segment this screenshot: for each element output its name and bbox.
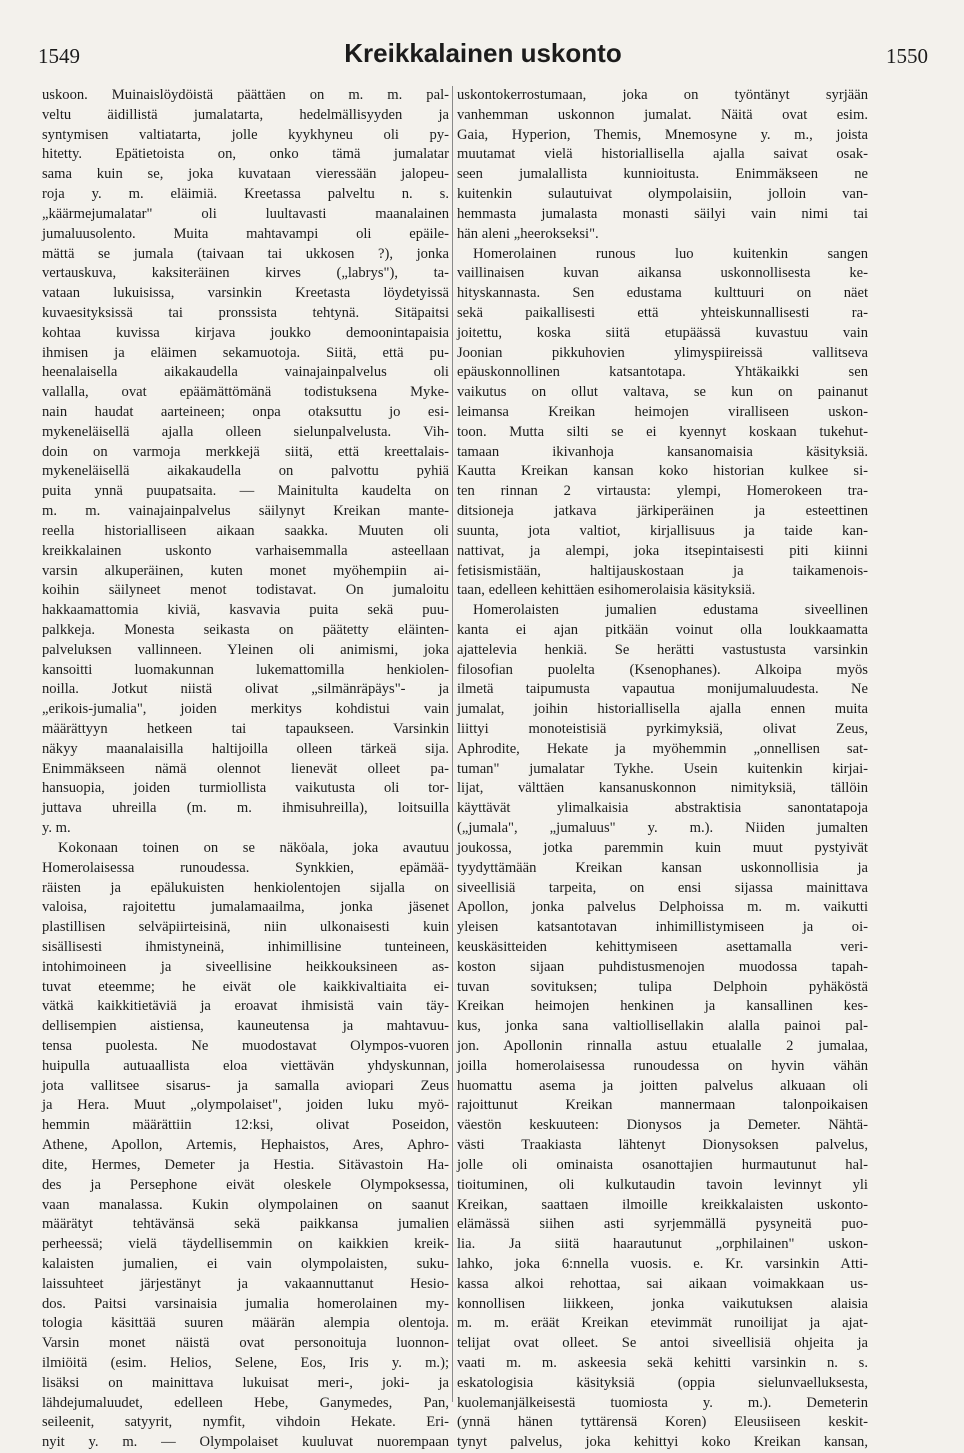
text-line: puita ynnä puupatsaita. — Mainitulta kaudelta on: [42, 483, 449, 500]
text-line: Athene, Apollon, Artemis, Hephaistos, Ares, Aphro-: [42, 1137, 449, 1154]
text-line: ilmetä taipumusta vapautua monijumaluudesta. Ne: [457, 681, 868, 698]
text-line: vertauskuva, kaksiteräinen kirves („labrys"), ta-: [42, 265, 449, 282]
text-line: tioituminen, oli kulkutaudin tavoin levinnyt yli: [457, 1176, 868, 1193]
text-line: y. m.: [42, 820, 71, 837]
page-number-right: 1550: [886, 44, 928, 68]
text-line: näkyy maanalaisilla haltijoilla olleen tärkeä sija.: [42, 740, 449, 757]
text-line: Varsin monet näistä ovat personoituja luonnon-: [42, 1335, 449, 1352]
text-line: Aphrodite, Hekate ja myöhemmin „onnellisen sat-: [457, 740, 868, 757]
text-line: des ja Persephone eivät oleskele Olympoksessa,: [42, 1176, 449, 1193]
text-line: elämässä siihen asti syrjemmällä pysyneitä puo-: [457, 1216, 868, 1233]
text-line: leimansa Kreikan heimojen viralliseen uskon-: [457, 404, 868, 420]
text-line: Apollon, jonka palvelus Delphoissa m. m. vaikutti: [457, 899, 868, 916]
article-title: Kreikkalainen uskonto: [344, 38, 622, 68]
text-line: vataan lukuisissa, varsinkin Kreetasta löydetyissä: [42, 285, 449, 302]
text-line: dite, Hermes, Demeter ja Hestia. Sitävastoin Ha-: [42, 1156, 449, 1173]
text-line: ditsioneja jatkava järkiperäinen ja esteettinen: [457, 503, 868, 520]
text-line: uskontokerrostumaan, joka on työntänyt syrjään: [457, 87, 868, 103]
right-text-column: [457, 86, 868, 1451]
text-line: varsin alkuperäinen, kuten monet myöhempiin ai-: [42, 562, 449, 579]
text-line: Gaia, Hyperion, Themis, Mnemosyne y. m., joista: [457, 126, 868, 143]
text-line: sisällisesti ihmistyneinä, inhimillisine tunteineen,: [42, 938, 449, 955]
text-line: ilmiöitä (esim. Helios, Selene, Eos, Iris y. m.);: [42, 1355, 449, 1371]
text-line: liittyi monoteistisiä pyrkimyksiä, olivat Zeus,: [457, 721, 868, 737]
column-divider: [452, 86, 453, 1402]
text-line: nain haudat aarteineen; onpa otaksuttu jo esi-: [42, 404, 449, 420]
text-line: kansoitti luomakunnan lukemattomilla henkiolen-: [42, 661, 449, 678]
text-line: Kautta Kreikan kansan koko historian kulkee si-: [457, 463, 868, 480]
text-line: mykeneläisellä ajalla olleen sielunpalvelusta. Vih-: [42, 423, 449, 440]
text-line: kanta ei ajan pitkään voinut olla loukkaamatta: [457, 621, 868, 638]
text-line: keuskäsitteiden kehittymiseen asettamalla veri-: [457, 938, 868, 955]
text-line: intohimoineen ja siveellisine heikkouksineen as-: [42, 958, 449, 975]
text-line: suunta, jota valtiot, kirjallisuus ja taide kan-: [457, 522, 868, 539]
text-line: „erikois-jumalia", joiden merkitys kohdistui vain: [42, 701, 449, 718]
text-line: kassa alkoi rehottaa, sai aikaan voimakkaan us-: [457, 1275, 868, 1292]
text-line: huomattu asema ja joitten palvelus alkuaan oli: [457, 1077, 868, 1094]
text-line: (ynnä hänen tyttärensä Koren) Eleusiiseen keskit-: [457, 1414, 868, 1431]
text-line: mykeneläisellä aikakaudella on palvottu pyhiä: [42, 463, 449, 480]
text-line: seen jumalallista kunnioitusta. Enimmäkseen ne: [457, 166, 868, 183]
text-line: heenalaisella aikakaudella vainajainpalvelus oli: [42, 364, 449, 381]
text-line: filosofian puolelta (Ksenophanes). Alkoipa myös: [457, 661, 868, 678]
text-line: siveellisiä tarpeita, on ensi sijassa mainittava: [457, 879, 868, 896]
text-line: Homerolainen runous luo kuitenkin sangen: [473, 245, 868, 262]
text-line: huipulla autuaallista eloa viettävän yhdyskunnan,: [42, 1057, 449, 1074]
text-line: vaikutus on ollut valtava, se kun on painanut: [457, 384, 868, 401]
text-line: palkkeja. Monesta seikasta on päätetty eläinten-: [42, 621, 449, 638]
text-line: yleisen katsantotavan inhimillistymiseen ja oi-: [457, 919, 868, 936]
text-line: hemmasta jumalasta monasti säilyi vain nimi tai: [457, 205, 868, 222]
text-line: hansuopia, joiden turmiollista vaikutusta oli tor-: [42, 780, 449, 797]
text-line: tyydyttämään Kreikan kansan uskonnollisia ja: [457, 859, 868, 876]
text-line: seileenit, satyyrit, nymfit, vihdoin Hekate. Eri-: [42, 1414, 449, 1431]
text-line: väestön keskuuteen: Dionysos ja Demeter. Nähtä-: [457, 1117, 868, 1134]
left-text-column: [42, 86, 449, 1451]
text-line: kuvaesityksissä tai pronssista tehtynä. Sitäpaitsi: [42, 304, 449, 321]
text-line: hitetty. Epätietoista on, onko tämä jumalatar: [42, 146, 449, 163]
text-line: doin on varmoja merkkejä siitä, että kreettalais-: [42, 443, 449, 460]
text-line: lia. Ja siitä haarautunut „orphilainen" uskon-: [457, 1236, 868, 1253]
text-line: konnollisen liikkeen, jonka vaikutuksen alaisia: [457, 1295, 868, 1312]
text-line: tensa puolesta. Ne muodostavat Olympos-vuoren: [42, 1038, 449, 1054]
text-line: sekä paikallisesti että yhteiskunnallisesti ra-: [457, 304, 868, 321]
text-line: jumaluusolento. Muita mahtavampi oli epäile-: [42, 225, 449, 242]
text-line: ajattelevia henkiä. Se herätti vastustusta varsinkin: [457, 641, 868, 658]
text-line: tynyt palvelus, joka kehittyi koko Kreikan kansan,: [457, 1434, 868, 1451]
text-line: vallalla, ovat epäämättömänä todistuksena Myke-: [42, 384, 449, 401]
text-line: kuitenkin sulautuivat olympolaisiin, jolloin van-: [457, 186, 868, 203]
text-line: tuman" jumalatar Tykhe. Usein kuitenkin kirjai-: [457, 760, 868, 777]
text-line: hityskannasta. Sen edustama kulttuuri on näet: [457, 285, 868, 302]
text-line: ihmisen ja eläimen sekamuotoja. Siitä, että pu-: [42, 344, 449, 361]
text-line: Homerolaisessa runoudessa. Synkkien, epämää-: [42, 859, 449, 876]
text-line: kalaisten jumalien, ei vain olympolaisten, suku-: [42, 1255, 449, 1272]
text-line: uskoon. Muinaislöydöistä päättäen on m. m. pal-: [42, 87, 449, 103]
text-line: hän aleni „heerokseksi".: [457, 225, 599, 242]
text-line: jon. Apollonin rinnalla astuu etualalle 2 jumalaa,: [457, 1038, 868, 1054]
text-line: („jumala", „jumaluus" y. m.). Niiden jumalten: [457, 820, 868, 837]
text-line: reella historialliseen aikaan saakka. Muuten oli: [42, 522, 449, 539]
text-line: eskatologisia käsityksiä (oppia sielunvaelluksesta,: [457, 1374, 868, 1391]
text-line: jolle oli ominaista osanottajien hurmautunut hal-: [457, 1156, 868, 1173]
text-line: „käärmejumalatar" oli luultavasti maanalainen: [42, 205, 449, 222]
text-line: veltu äidillistä jumalatarta, hedelmällisyyden ja: [42, 106, 449, 123]
text-line: kreikkalainen uskonto varhaisemmalla asteellaan: [42, 542, 449, 559]
text-line: taan, edelleen kehittäen esihomerolaisia käsityksiä.: [457, 582, 756, 599]
text-line: laissuhteet järjestänyt ja vakaannuttanut Hesio-: [42, 1275, 449, 1292]
text-line: tuvat eteemme; he eivät ole kaikkivaltiaita ei-: [42, 978, 449, 995]
text-line: perheessä; vielä täydellisemmin on kaikkien kreik-: [42, 1236, 449, 1253]
page-number-left: 1549: [38, 44, 80, 68]
text-line: kuolemanjälkeisestä tuomiosta y. m.). Demeterin: [457, 1394, 868, 1411]
text-line: Enimmäkseen nämä olennot lienevät olleet pa-: [42, 760, 449, 777]
text-line: tamaan ikivanhoja kansanomaisia käsityksiä.: [457, 443, 868, 460]
text-line: valoisa, rajoitettu jumalamaailma, jonka jäsenet: [42, 899, 449, 916]
text-line: Kreikan, saattaen ilmoille kreikkalaisten uskonto-: [457, 1196, 868, 1213]
text-line: telijat ovat olleet. Se antoi siveellisiä ohjeita ja: [457, 1335, 868, 1352]
text-line: ja Hera. Muut „olympolaiset", joiden luku myö-: [42, 1097, 449, 1114]
text-line: vaillinaisen kuvan aikansa uskonnollisesta ke-: [457, 265, 868, 282]
text-line: syntymisen valtiatarta, jolle kyykhyneu oli py-: [42, 126, 449, 143]
text-line: Homerolaisten jumalien edustama siveellinen: [473, 602, 868, 619]
text-line: mättä se jumala (taivaan tai ukkosen ?), jonka: [42, 245, 449, 262]
text-line: kus, jonka sana valtiollisellakin alalla painoi pal-: [457, 1018, 868, 1035]
text-line: käyttävät ylimalkaisia abstraktisia sanontatapoja: [457, 800, 868, 817]
text-line: kohtaa kuvissa kirjava joukko demoonintapaisia: [42, 324, 449, 341]
text-line: hakkaamattomia kiviä, kasvavia puita sekä puu-: [42, 602, 449, 619]
text-line: jumalat, joihin historiallisella ajalla ennen muita: [457, 701, 868, 718]
text-line: rajoittunut Kreikan mannermaan talonpoikaisen: [457, 1097, 868, 1114]
text-line: sama kuin se, joka kuvataan vieressään jalopeu-: [42, 166, 449, 183]
text-line: joukossa, jotka paremmin kuin muut pystyivät: [457, 839, 868, 856]
text-line: tuvan sovituksen; tulipa Delphoin pyhäköstä: [457, 978, 868, 995]
text-line: nyit y. m. — Olympolaiset kuuluvat nuorempaan: [42, 1434, 449, 1451]
text-line: vanhemman uskonnon jumalat. Näitä ovat esim.: [457, 106, 868, 123]
text-line: lijat, välttäen kansanuskonnon nimityksiä, tällöin: [457, 780, 868, 797]
text-line: nattivat, ja alempi, joka itsepintaisesti piti kiinni: [457, 542, 868, 559]
text-line: jota vallitsee sisarus- ja samalla aviopari Zeus: [42, 1077, 449, 1094]
text-line: västi Traakiasta lähtenyt Dionysoksen palvelus,: [457, 1137, 868, 1154]
text-line: dellisempien aistiensa, kauneutensa ja mahtavuu-: [42, 1018, 449, 1035]
text-line: m. m. vainajainpalvelus säilynyt Kreikan mante-: [42, 503, 449, 520]
text-line: Joonian pikkuhovien ylimyspiireissä vallitseva: [457, 344, 868, 361]
text-line: määrättyyn hetkeen tai tapaukseen. Varsinkin: [42, 721, 449, 737]
text-line: koihin säilyneet menot todistavat. On jumaloitu: [42, 582, 449, 599]
text-line: vaati m. m. askeesia sekä kehitti varsinkin n. s.: [457, 1355, 868, 1371]
text-line: joitettu, koska siitä etupäässä kuvastuu vain: [457, 324, 868, 341]
text-line: fetisismistään, haltijauskostaan ja taikamenois-: [457, 562, 868, 579]
text-line: noilla. Jotkut niistä olivat „silmänräpäys"- ja: [42, 681, 449, 698]
text-line: lisäksi on mainittava lukuisat meri-, joki- ja: [42, 1374, 449, 1391]
text-line: epäuskonnollinen katsantotapa. Yhtäkaikki sen: [457, 364, 868, 381]
text-line: koston sijaan puhdistusmenojen muodossa tapah-: [457, 958, 868, 975]
text-line: hemmin määrättiin 12:ksi, olivat Poseidon,: [42, 1117, 449, 1134]
text-line: toon. Mutta silti se ei kyennyt koskaan tukehut-: [457, 423, 868, 440]
text-line: vätkä kaikkitietäviä ja eroavat ihmisistä vain täy-: [42, 998, 449, 1015]
text-line: juttava uhreilla (m. m. ihmisuhreilla), loitsuilla: [42, 800, 449, 817]
text-line: muutamat vielä historiallisella ajalla saivat osak-: [457, 146, 868, 163]
text-line: m. m. eräät Kreikan etevimmät runoilijat ja ajat-: [457, 1315, 868, 1332]
text-line: Kokonaan toinen on se näköala, joka avautuu: [58, 839, 449, 856]
text-line: määrätyt tehtävänsä sekä paikkansa jumalien: [42, 1216, 449, 1233]
text-line: plastillisen selväpiirteisinä, niin ulkonaisesti kuin: [42, 919, 449, 936]
text-line: lähdejumaluudet, edelleen Hebe, Ganymedes, Pan,: [42, 1394, 449, 1411]
text-line: joilla homerolaisessa runoudessa on hyvin vähän: [457, 1057, 868, 1074]
text-line: tologia käsittää suuren määrän alempia olentoja.: [42, 1315, 449, 1332]
text-line: lahko, joka 6:nnella vuosis. e. Kr. varsinkin Atti-: [457, 1255, 868, 1272]
text-line: vaan manalassa. Kukin olympolainen on saanut: [42, 1196, 449, 1213]
text-line: räisten ja epälukuisten henkiolentojen sijalla on: [42, 879, 449, 896]
text-line: roja y. m. eläimiä. Kreetassa palveltu n. s.: [42, 186, 449, 203]
text-line: ten rinnan 2 virtausta: ylempi, Homerokeen tra-: [457, 483, 868, 500]
text-line: palveluksen vallinneen. Yleinen oli animismi, joka: [42, 641, 449, 658]
text-line: dos. Paitsi varsinaisia jumalia homerolainen my-: [42, 1295, 449, 1312]
page-header: [38, 38, 928, 72]
text-line: Kreikan heimojen henkinen ja kansallinen kes-: [457, 998, 868, 1015]
